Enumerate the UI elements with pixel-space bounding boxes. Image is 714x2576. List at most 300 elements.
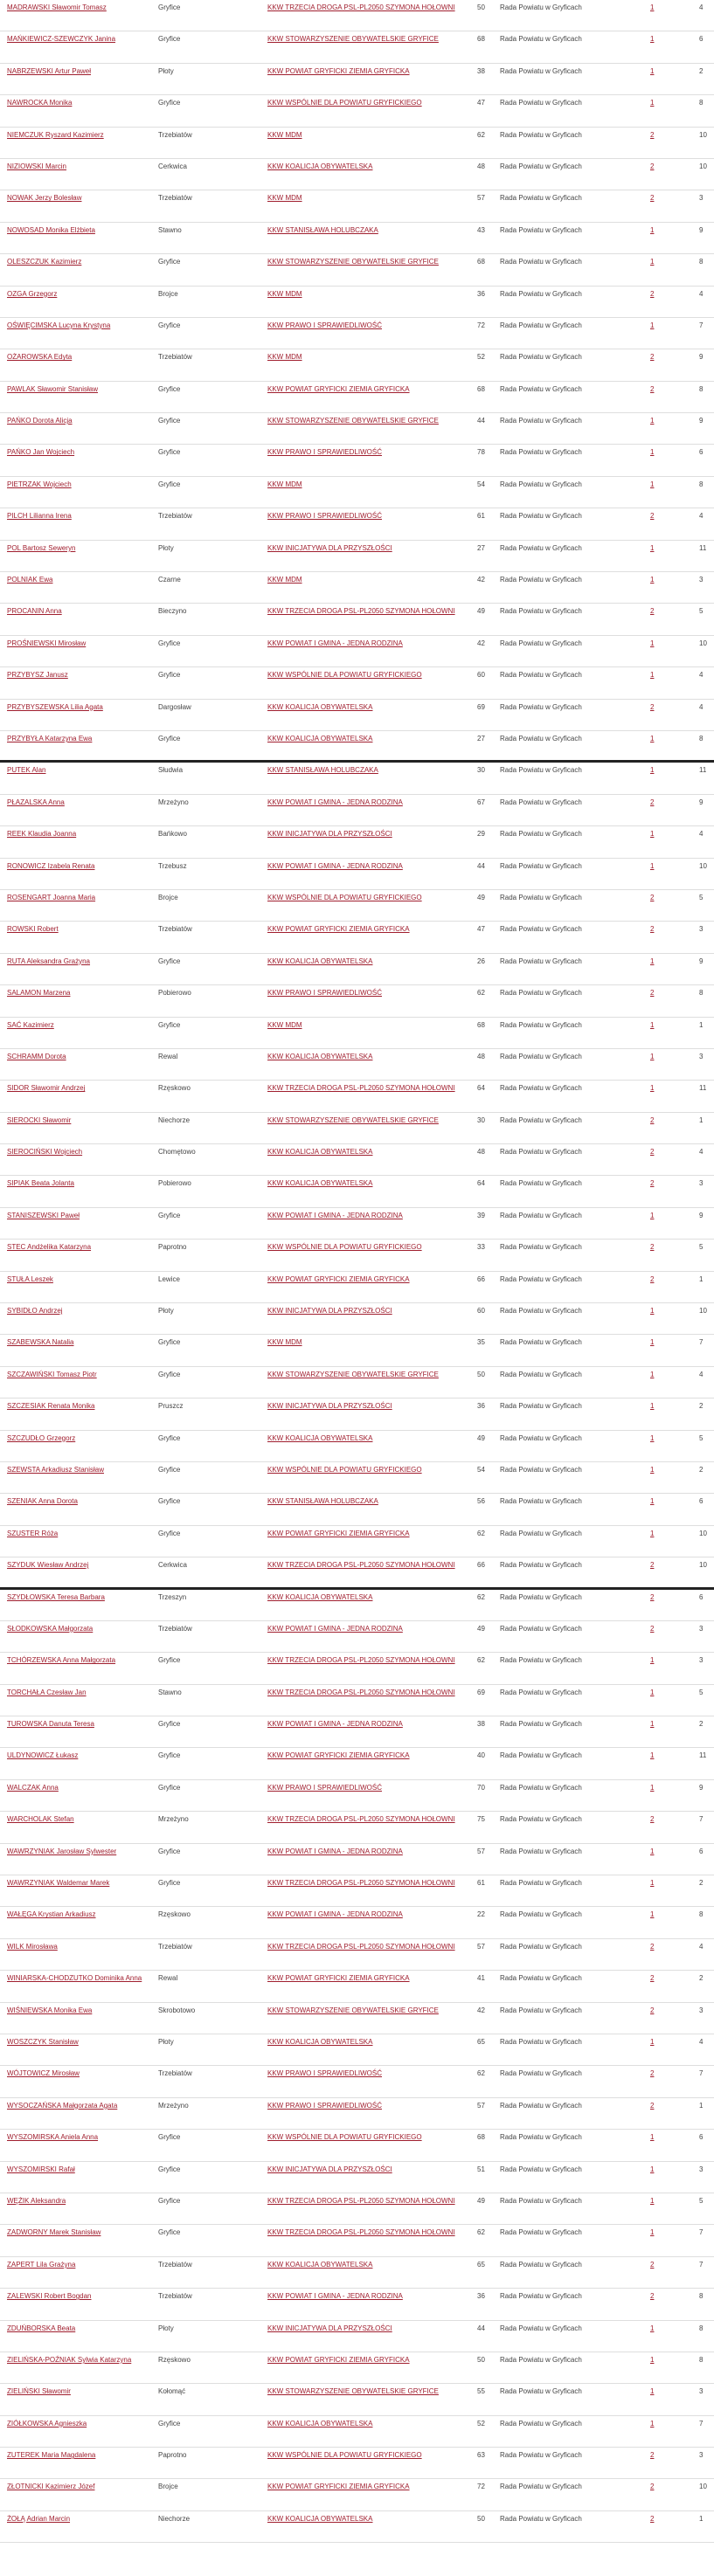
list-number-link[interactable]: 2 [650,2069,655,2078]
committee-link[interactable]: KKW KOALICJA OBYWATELSKA [267,2260,373,2269]
list-number-link[interactable]: 2 [650,1815,655,1824]
candidate-residence: Gryfice [158,480,181,488]
candidate-name-link[interactable]: WÓJTOWICZ Mirosław [7,2069,80,2078]
list-number-link[interactable]: 2 [650,1942,655,1951]
candidate-name-link[interactable]: ZIELIŃSKA-POŹNIAK Sylwia Katarzyna [7,2355,132,2364]
committee-link[interactable]: KKW POWIAT I GMINA - JEDNA RODZINA [267,798,403,806]
table-row [0,1462,714,1494]
candidate-name-link[interactable]: PRZYBYSZ Janusz [7,671,68,680]
table-row [0,1367,714,1398]
committee-link[interactable]: KKW POWIAT GRYFICKI ZIEMIA GRYFICKA [267,66,410,75]
committee-link[interactable]: KKW MDM [267,130,302,139]
candidate-name-link[interactable]: ZŁOTNICKI Kazimierz Józef [7,2483,95,2491]
list-position: 5 [699,1688,704,1696]
committee-link[interactable]: KKW TRZECIA DROGA PSL-PL2050 SZYMONA HOŁOWNI [267,2196,455,2205]
committee-link[interactable]: KKW WSPÓLNIE DLA POWIATU GRYFICKIEGO [267,1243,422,1252]
list-number-link[interactable]: 2 [650,289,655,298]
list-number-link[interactable]: 2 [650,2514,655,2523]
committee-link[interactable]: KKW WSPÓLNIE DLA POWIATU GRYFICKIEGO [267,99,422,107]
candidate-name-link[interactable]: WALCZAK Anna [7,1783,59,1792]
list-number-link[interactable]: 1 [650,1370,655,1378]
list-number-link[interactable]: 1 [650,1656,655,1665]
list-number-link[interactable]: 1 [650,99,655,107]
committee-link[interactable]: KKW INICJATYWA DLA PRZYSZŁOŚCI [267,1402,392,1411]
candidate-name-link[interactable]: WYSZOMIRSKI Rafał [7,2165,75,2173]
committee-link[interactable]: KKW KOALICJA OBYWATELSKA [267,2038,373,2046]
list-number-link[interactable]: 2 [650,2006,655,2014]
committee-link[interactable]: KKW STANISŁAWA HOLUBCZAKA [267,1497,378,1506]
list-number-link[interactable]: 1 [650,1307,655,1316]
list-number-link[interactable]: 1 [650,35,655,44]
list-number-link[interactable]: 1 [650,2038,655,2046]
committee-link[interactable]: KKW INICJATYWA DLA PRZYSZŁOŚCI [267,2165,392,2173]
candidate-name-link[interactable]: MADRAWSKI Sławomir Tomasz [7,3,107,11]
list-position: 8 [699,2292,704,2301]
candidate-name-link[interactable]: NAWROCKA Monika [7,99,73,107]
list-number-link[interactable]: 1 [650,1910,655,1919]
committee-link[interactable]: KKW POWIAT GRYFICKI ZIEMIA GRYFICKA [267,1529,410,1537]
candidate-name-link[interactable]: OLESZCZUK Kazimierz [7,258,82,266]
candidate-residence: Mrzeżyno [158,2101,189,2110]
list-position: 1 [699,1115,704,1124]
committee-link[interactable]: KKW STOWARZYSZENIE OBYWATELSKIE GRYFICE [267,1370,439,1378]
candidate-age: 72 [477,321,485,329]
council-name: Rada Powiatu w Gryficach [500,1720,582,1729]
candidate-age: 47 [477,925,485,934]
committee-link[interactable]: KKW POWIAT I GMINA - JEDNA RODZINA [267,1624,403,1633]
list-number-link[interactable]: 1 [650,3,655,11]
list-number-link[interactable]: 1 [650,1751,655,1760]
candidate-name-link[interactable]: OZGA Grzegorz [7,289,58,298]
candidate-residence: Skrobotowo [158,2006,196,2014]
committee-link[interactable]: KKW MDM [267,194,302,203]
candidate-name-link[interactable]: RONOWICZ Izabela Renata [7,861,95,870]
list-number-link[interactable]: 1 [650,2387,655,2396]
committee-link[interactable]: KKW STOWARZYSZENIE OBYWATELSKIE GRYFICE [267,2387,439,2396]
list-number-link[interactable]: 1 [650,448,655,457]
candidate-name-link[interactable]: OŻAROWSKA Edyta [7,353,73,362]
committee-link[interactable]: KKW POWIAT I GMINA - JEDNA RODZINA [267,1211,403,1219]
candidate-name-link[interactable]: ZADWORNY Marek Stanisław [7,2228,101,2237]
council-name: Rada Powiatu w Gryficach [500,194,582,203]
candidate-name-link[interactable]: SAĆ Kazimierz [7,1020,54,1029]
list-number-link[interactable]: 1 [650,1052,655,1060]
committee-link[interactable]: KKW TRZECIA DROGA PSL-PL2050 SZYMONA HOŁOWNI [267,1688,455,1696]
committee-link[interactable]: KKW KOALICJA OBYWATELSKA [267,1592,373,1601]
list-number-link[interactable]: 2 [650,1148,655,1157]
committee-link[interactable]: KKW INICJATYWA DLA PRZYSZŁOŚCI [267,2324,392,2332]
list-number-link[interactable]: 2 [650,2451,655,2460]
candidate-name-link[interactable]: ROWSKI Robert [7,925,59,934]
candidate-name-link[interactable]: SCHRAMM Dorota [7,1052,66,1060]
list-number-link[interactable]: 1 [650,66,655,75]
list-number-link[interactable]: 2 [650,1624,655,1633]
committee-link[interactable]: KKW POWIAT I GMINA - JEDNA RODZINA [267,2292,403,2301]
candidate-age: 62 [477,1656,485,1665]
table-row [0,2130,714,2161]
committee-link[interactable]: KKW KOALICJA OBYWATELSKA [267,2514,373,2523]
candidate-residence: Gryfice [158,1751,181,1760]
list-position: 3 [699,576,704,584]
committee-link[interactable]: KKW WSPÓLNIE DLA POWIATU GRYFICKIEGO [267,2451,422,2460]
candidate-name-link[interactable]: NIEMCZUK Ryszard Kazimierz [7,130,104,139]
candidate-age: 22 [477,1910,485,1919]
committee-link[interactable]: KKW POWIAT GRYFICKI ZIEMIA GRYFICKA [267,2355,410,2364]
table-row [0,826,714,858]
list-number-link[interactable]: 2 [650,1243,655,1252]
list-number-link[interactable]: 1 [650,225,655,234]
committee-link[interactable]: KKW POWIAT GRYFICKI ZIEMIA GRYFICKA [267,925,410,934]
candidate-name-link[interactable]: TCHÓRZEWSKA Anna Małgorzata [7,1656,116,1665]
candidate-age: 62 [477,1592,485,1601]
committee-link[interactable]: KKW KOALICJA OBYWATELSKA [267,957,373,965]
council-name: Rada Powiatu w Gryficach [500,2387,582,2396]
committee-link[interactable]: KKW POWIAT GRYFICKI ZIEMIA GRYFICKA [267,2483,410,2491]
committee-link[interactable]: KKW POWIAT I GMINA - JEDNA RODZINA [267,1720,403,1729]
candidate-name-link[interactable]: SIEROCIŃSKI Wojciech [7,1148,83,1157]
candidate-name-link[interactable]: SYBIDŁO Andrzej [7,1307,63,1316]
list-number-link[interactable]: 1 [650,1084,655,1093]
committee-link[interactable]: KKW PRAWO I SPRAWIEDLIWOŚĆ [267,448,382,457]
committee-link[interactable]: KKW MDM [267,480,302,488]
candidate-name-link[interactable]: ZAPERT Lila Grażyna [7,2260,76,2269]
list-position: 7 [699,321,704,329]
candidate-age: 38 [477,66,485,75]
list-number-link[interactable]: 2 [650,2101,655,2110]
list-number-link[interactable]: 2 [650,194,655,203]
committee-link[interactable]: KKW TRZECIA DROGA PSL-PL2050 SZYMONA HOŁOWNI [267,1656,455,1665]
list-number-link[interactable]: 2 [650,2260,655,2269]
committee-link[interactable]: KKW POWIAT I GMINA - JEDNA RODZINA [267,1847,403,1855]
candidate-name-link[interactable]: TUROWSKA Danuta Teresa [7,1720,94,1729]
committee-link[interactable]: KKW KOALICJA OBYWATELSKA [267,162,373,170]
committee-link[interactable]: KKW MDM [267,289,302,298]
candidate-age: 40 [477,1751,485,1760]
list-number-link[interactable]: 1 [650,2228,655,2237]
table-row [0,985,714,1017]
candidate-age: 62 [477,2228,485,2237]
committee-link[interactable]: KKW KOALICJA OBYWATELSKA [267,734,373,742]
list-number-link[interactable]: 2 [650,1115,655,1124]
list-number-link[interactable]: 2 [650,1561,655,1570]
list-number-link[interactable]: 1 [650,671,655,680]
committee-link[interactable]: KKW STOWARZYSZENIE OBYWATELSKIE GRYFICE [267,258,439,266]
list-number-link[interactable]: 2 [650,607,655,616]
list-number-link[interactable]: 1 [650,1465,655,1474]
candidate-residence: Gryfice [158,1211,181,1219]
list-number-link[interactable]: 2 [650,798,655,806]
candidate-name-link[interactable]: NIZIOWSKI Marcin [7,162,67,170]
list-number-link[interactable]: 2 [650,2292,655,2301]
candidate-name-link[interactable]: SZUSTER Róża [7,1529,59,1537]
committee-link[interactable]: KKW TRZECIA DROGA PSL-PL2050 SZYMONA HOŁOWNI [267,3,455,11]
list-number-link[interactable]: 2 [650,925,655,934]
candidate-name-link[interactable]: SZEWSTA Arkadiusz Stanisław [7,1465,104,1474]
candidate-name-link[interactable]: ROSENGART Joanna Maria [7,893,96,901]
committee-link[interactable]: KKW MDM [267,576,302,584]
list-position: 8 [699,1910,704,1919]
list-number-link[interactable]: 1 [650,766,655,775]
list-number-link[interactable]: 2 [650,353,655,362]
list-position: 3 [699,925,704,934]
list-number-link[interactable]: 1 [650,1497,655,1506]
candidate-age: 42 [477,639,485,647]
committee-link[interactable]: KKW MDM [267,353,302,362]
list-number-link[interactable]: 1 [650,1338,655,1347]
list-number-link[interactable]: 2 [650,130,655,139]
candidate-name-link[interactable]: SZCZUDŁO Grzegorz [7,1433,76,1442]
committee-link[interactable]: KKW STOWARZYSZENIE OBYWATELSKIE GRYFICE [267,35,439,44]
candidate-residence: Cerkwica [158,1561,187,1570]
committee-link[interactable]: KKW INICJATYWA DLA PRZYSZŁOŚCI [267,1307,392,1316]
committee-link[interactable]: KKW INICJATYWA DLA PRZYSZŁOŚCI [267,830,392,839]
list-number-link[interactable]: 1 [650,830,655,839]
table-row [0,2066,714,2097]
candidate-name-link[interactable]: PUTEK Alan [7,766,46,775]
committee-link[interactable]: KKW POWIAT GRYFICKI ZIEMIA GRYFICKA [267,384,410,393]
candidate-residence: Mrzeżyno [158,798,189,806]
list-number-link[interactable]: 1 [650,480,655,488]
list-number-link[interactable]: 1 [650,639,655,647]
candidate-name-link[interactable]: ZIELIŃSKI Sławomir [7,2387,71,2396]
committee-link[interactable]: KKW WSPÓLNIE DLA POWIATU GRYFICKIEGO [267,893,422,901]
list-position: 3 [699,1179,704,1188]
committee-link[interactable]: KKW PRAWO I SPRAWIEDLIWOŚĆ [267,512,382,521]
candidate-name-link[interactable]: PROCANIN Anna [7,607,62,616]
candidate-name-link[interactable]: MAŃKIEWICZ-SZEWCZYK Janina [7,35,116,44]
committee-link[interactable]: KKW KOALICJA OBYWATELSKA [267,1052,373,1060]
candidate-name-link[interactable]: WYSOCZAŃSKA Małgorzata Agata [7,2101,118,2110]
committee-link[interactable]: KKW WSPÓLNIE DLA POWIATU GRYFICKIEGO [267,1465,422,1474]
committee-link[interactable]: KKW POWIAT GRYFICKI ZIEMIA GRYFICKA [267,1274,410,1283]
candidate-residence: Paprotno [158,1243,187,1252]
committee-link[interactable]: KKW STOWARZYSZENIE OBYWATELSKIE GRYFICE [267,1115,439,1124]
candidate-name-link[interactable]: POL Bartosz Seweryn [7,543,76,552]
list-number-link[interactable]: 1 [650,1879,655,1888]
candidate-name-link[interactable]: PAŃKO Dorota Alicja [7,417,73,425]
candidate-name-link[interactable]: SALAMON Marzena [7,989,71,998]
candidate-name-link[interactable]: WOSZCZYK Stanisław [7,2038,79,2046]
candidate-name-link[interactable]: SZCZESIAK Renata Monika [7,1402,95,1411]
candidate-name-link[interactable]: NABRZEWSKI Artur Paweł [7,66,92,75]
list-number-link[interactable]: 2 [650,989,655,998]
list-number-link[interactable]: 1 [650,2133,655,2142]
list-position: 2 [699,1879,704,1888]
committee-link[interactable]: KKW MDM [267,1338,302,1347]
committee-link[interactable]: KKW WSPÓLNIE DLA POWIATU GRYFICKIEGO [267,671,422,680]
committee-link[interactable]: KKW POWIAT GRYFICKI ZIEMIA GRYFICKA [267,1974,410,1983]
committee-link[interactable]: KKW STOWARZYSZENIE OBYWATELSKIE GRYFICE [267,2006,439,2014]
committee-link[interactable]: KKW KOALICJA OBYWATELSKA [267,702,373,711]
candidate-name-link[interactable]: WAWRZYNIAK Jarosław Sylwester [7,1847,117,1855]
list-number-link[interactable]: 2 [650,162,655,170]
candidate-name-link[interactable]: SZABEWSKA Natalia [7,1338,74,1347]
council-name: Rada Powiatu w Gryficach [500,2069,582,2078]
candidate-age: 27 [477,543,485,552]
candidate-name-link[interactable]: STUŁA Leszek [7,1274,53,1283]
list-number-link[interactable]: 1 [650,1020,655,1029]
candidate-name-link[interactable]: ZUTEREK Maria Magdalena [7,2451,96,2460]
list-number-link[interactable]: 1 [650,1720,655,1729]
candidate-name-link[interactable]: PILCH Lilianna Irena [7,512,72,521]
list-number-link[interactable]: 1 [650,957,655,965]
candidate-name-link[interactable]: PRZYBYSZEWSKA Lilia Agata [7,702,103,711]
candidate-name-link[interactable]: TORCHAŁA Czesław Jan [7,1688,87,1696]
candidate-residence: Rzęskowo [158,1084,191,1093]
candidate-name-link[interactable]: SZENIAK Anna Dorota [7,1497,78,1506]
committee-link[interactable]: KKW TRZECIA DROGA PSL-PL2050 SZYMONA HOŁOWNI [267,1879,455,1888]
council-name: Rada Powiatu w Gryficach [500,417,582,425]
committee-link[interactable]: KKW KOALICJA OBYWATELSKA [267,1433,373,1442]
list-position: 8 [699,2324,704,2332]
candidate-name-link[interactable]: SIDOR Sławomir Andrzej [7,1084,86,1093]
committee-link[interactable]: KKW PRAWO I SPRAWIEDLIWOŚĆ [267,2101,382,2110]
committee-link[interactable]: KKW PRAWO I SPRAWIEDLIWOŚĆ [267,989,382,998]
list-number-link[interactable]: 1 [650,1211,655,1219]
candidate-name-link[interactable]: WĘŻIK Aleksandra [7,2196,66,2205]
committee-link[interactable]: KKW PRAWO I SPRAWIEDLIWOŚĆ [267,1783,382,1792]
list-number-link[interactable]: 2 [650,2483,655,2491]
candidate-name-link[interactable]: WAŁĘGA Krystian Arkadiusz [7,1910,96,1919]
list-number-link[interactable]: 1 [650,1433,655,1442]
candidate-name-link[interactable]: SZYDUK Wiesław Andrzej [7,1561,89,1570]
candidate-name-link[interactable]: PRZYBYŁA Katarzyna Ewa [7,734,93,742]
candidate-name-link[interactable]: NOWAK Jerzy Bolesław [7,194,82,203]
candidate-name-link[interactable]: SZYDŁOWSKA Teresa Barbara [7,1592,105,1601]
list-number-link[interactable]: 2 [650,384,655,393]
committee-link[interactable]: KKW TRZECIA DROGA PSL-PL2050 SZYMONA HOŁOWNI [267,2228,455,2237]
candidate-age: 57 [477,1942,485,1951]
committee-link[interactable]: KKW POWIAT I GMINA - JEDNA RODZINA [267,861,403,870]
candidate-name-link[interactable]: SIEROCKI Sławomir [7,1115,72,1124]
table-row [0,1844,714,1875]
list-number-link[interactable]: 2 [650,893,655,901]
list-number-link[interactable]: 1 [650,1847,655,1855]
committee-link[interactable]: KKW KOALICJA OBYWATELSKA [267,1179,373,1188]
list-number-link[interactable]: 2 [650,702,655,711]
list-number-link[interactable]: 1 [650,321,655,329]
committee-link[interactable]: KKW PRAWO I SPRAWIEDLIWOŚĆ [267,2069,382,2078]
candidate-age: 68 [477,2133,485,2142]
candidate-name-link[interactable]: WILK Mirosława [7,1942,58,1951]
list-number-link[interactable]: 2 [650,1974,655,1983]
candidate-name-link[interactable]: SŁODKOWSKA Małgorzata [7,1624,94,1633]
list-number-link[interactable]: 1 [650,576,655,584]
candidate-name-link[interactable]: PIETRZAK Wojciech [7,480,72,488]
candidate-name-link[interactable]: ZALEWSKI Robert Bogdan [7,2292,92,2301]
list-number-link[interactable]: 1 [650,734,655,742]
candidate-name-link[interactable]: PROŚNIEWSKI Mirosław [7,639,87,647]
list-position: 4 [699,1148,704,1157]
candidate-name-link[interactable]: RUTA Aleksandra Grażyna [7,957,91,965]
committee-link[interactable]: KKW STANISŁAWA HOLUBCZAKA [267,766,378,775]
candidate-name-link[interactable]: ZIÓŁKOWSKA Agnieszka [7,2419,87,2428]
committee-link[interactable]: KKW KOALICJA OBYWATELSKA [267,1148,373,1157]
council-name: Rada Powiatu w Gryficach [500,1942,582,1951]
list-number-link[interactable]: 2 [650,512,655,521]
committee-link[interactable]: KKW KOALICJA OBYWATELSKA [267,2419,373,2428]
list-number-link[interactable]: 1 [650,2196,655,2205]
list-number-link[interactable]: 2 [650,1179,655,1188]
committee-link[interactable]: KKW MDM [267,1020,302,1029]
candidate-name-link[interactable]: WYSZOMIRSKA Aniela Anna [7,2133,99,2142]
candidate-name-link[interactable]: WIŚNIEWSKA Monika Ewa [7,2006,93,2014]
candidate-residence: Niechorze [158,2514,191,2523]
candidate-residence: Gryfice [158,1879,181,1888]
committee-link[interactable]: KKW STOWARZYSZENIE OBYWATELSKIE GRYFICE [267,417,439,425]
candidate-name-link[interactable]: STEC Andżelika Katarzyna [7,1243,92,1252]
candidate-name-link[interactable]: WARCHOLAK Stefan [7,1815,74,1824]
list-number-link[interactable]: 2 [650,1274,655,1283]
list-number-link[interactable]: 1 [650,2165,655,2173]
candidate-name-link[interactable]: WINIARSKA-CHODZUTKO Dominika Anna [7,1974,142,1983]
table-row [0,1113,714,1144]
candidate-name-link[interactable]: ULDYNOWICZ Łukasz [7,1751,79,1760]
list-number-link[interactable]: 1 [650,258,655,266]
committee-link[interactable]: KKW TRZECIA DROGA PSL-PL2050 SZYMONA HOŁOWNI [267,1084,455,1093]
list-number-link[interactable]: 1 [650,1402,655,1411]
candidate-residence: Gryfice [158,734,181,742]
candidate-residence: Płoty [158,2038,174,2046]
table-row [0,2225,714,2256]
candidate-name-link[interactable]: SZCZAWIŃSKI Tomasz Piotr [7,1370,97,1378]
candidate-name-link[interactable]: PAŃKO Jan Wojciech [7,448,75,457]
list-number-link[interactable]: 1 [650,2419,655,2428]
candidate-age: 70 [477,1783,485,1792]
candidate-name-link[interactable]: PŁAZALSKA Anna [7,798,65,806]
list-position: 4 [699,702,704,711]
committee-link[interactable]: KKW TRZECIA DROGA PSL-PL2050 SZYMONA HOŁOWNI [267,1815,455,1824]
council-name: Rada Powiatu w Gryficach [500,1370,582,1378]
candidate-residence: Gryfice [158,35,181,44]
committee-link[interactable]: KKW TRZECIA DROGA PSL-PL2050 SZYMONA HOŁOWNI [267,1942,455,1951]
committee-link[interactable]: KKW TRZECIA DROGA PSL-PL2050 SZYMONA HOŁOWNI [267,607,455,616]
list-number-link[interactable]: 1 [650,543,655,552]
committee-link[interactable]: KKW TRZECIA DROGA PSL-PL2050 SZYMONA HOŁOWNI [267,1561,455,1570]
list-position: 10 [699,1307,707,1316]
candidate-name-link[interactable]: WAWRZYNIAK Waldemar Marek [7,1879,110,1888]
candidate-name-link[interactable]: PAWLAK Sławomir Stanisław [7,384,99,393]
list-number-link[interactable]: 1 [650,1783,655,1792]
council-name: Rada Powiatu w Gryficach [500,1910,582,1919]
list-number-link[interactable]: 1 [650,2324,655,2332]
candidate-name-link[interactable]: POLNIAK Ewa [7,576,53,584]
committee-link[interactable]: KKW POWIAT I GMINA - JEDNA RODZINA [267,639,403,647]
candidate-name-link[interactable]: ŻOŁĄ Adrian Marcin [7,2514,71,2523]
list-number-link[interactable]: 1 [650,1529,655,1537]
candidate-name-link[interactable]: STANISZEWSKI Paweł [7,1211,80,1219]
committee-link[interactable]: KKW STANISŁAWA HOLUBCZAKA [267,225,378,234]
committee-link[interactable]: KKW WSPÓLNIE DLA POWIATU GRYFICKIEGO [267,2133,422,2142]
table-row [0,795,714,826]
council-name: Rada Powiatu w Gryficach [500,2165,582,2173]
list-number-link[interactable]: 1 [650,1688,655,1696]
list-number-link[interactable]: 1 [650,417,655,425]
committee-link[interactable]: KKW INICJATYWA DLA PRZYSZŁOŚCI [267,543,392,552]
candidate-name-link[interactable]: OŚWIĘCIMSKA Lucyna Krystyna [7,321,111,329]
candidate-name-link[interactable]: REEK Klaudia Joanna [7,830,77,839]
candidate-name-link[interactable]: ZDUŃBORSKA Beata [7,2324,76,2332]
candidate-name-link[interactable]: NOWOSAD Monika Elżbieta [7,225,95,234]
table-row [0,1208,714,1240]
committee-link[interactable]: KKW POWIAT GRYFICKI ZIEMIA GRYFICKA [267,1751,410,1760]
list-number-link[interactable]: 1 [650,861,655,870]
list-number-link[interactable]: 2 [650,1592,655,1601]
candidate-name-link[interactable]: SIPIAK Beata Jolanta [7,1179,74,1188]
list-number-link[interactable]: 1 [650,2355,655,2364]
committee-link[interactable]: KKW POWIAT I GMINA - JEDNA RODZINA [267,1910,403,1919]
committee-link[interactable]: KKW PRAWO I SPRAWIEDLIWOŚĆ [267,321,382,329]
